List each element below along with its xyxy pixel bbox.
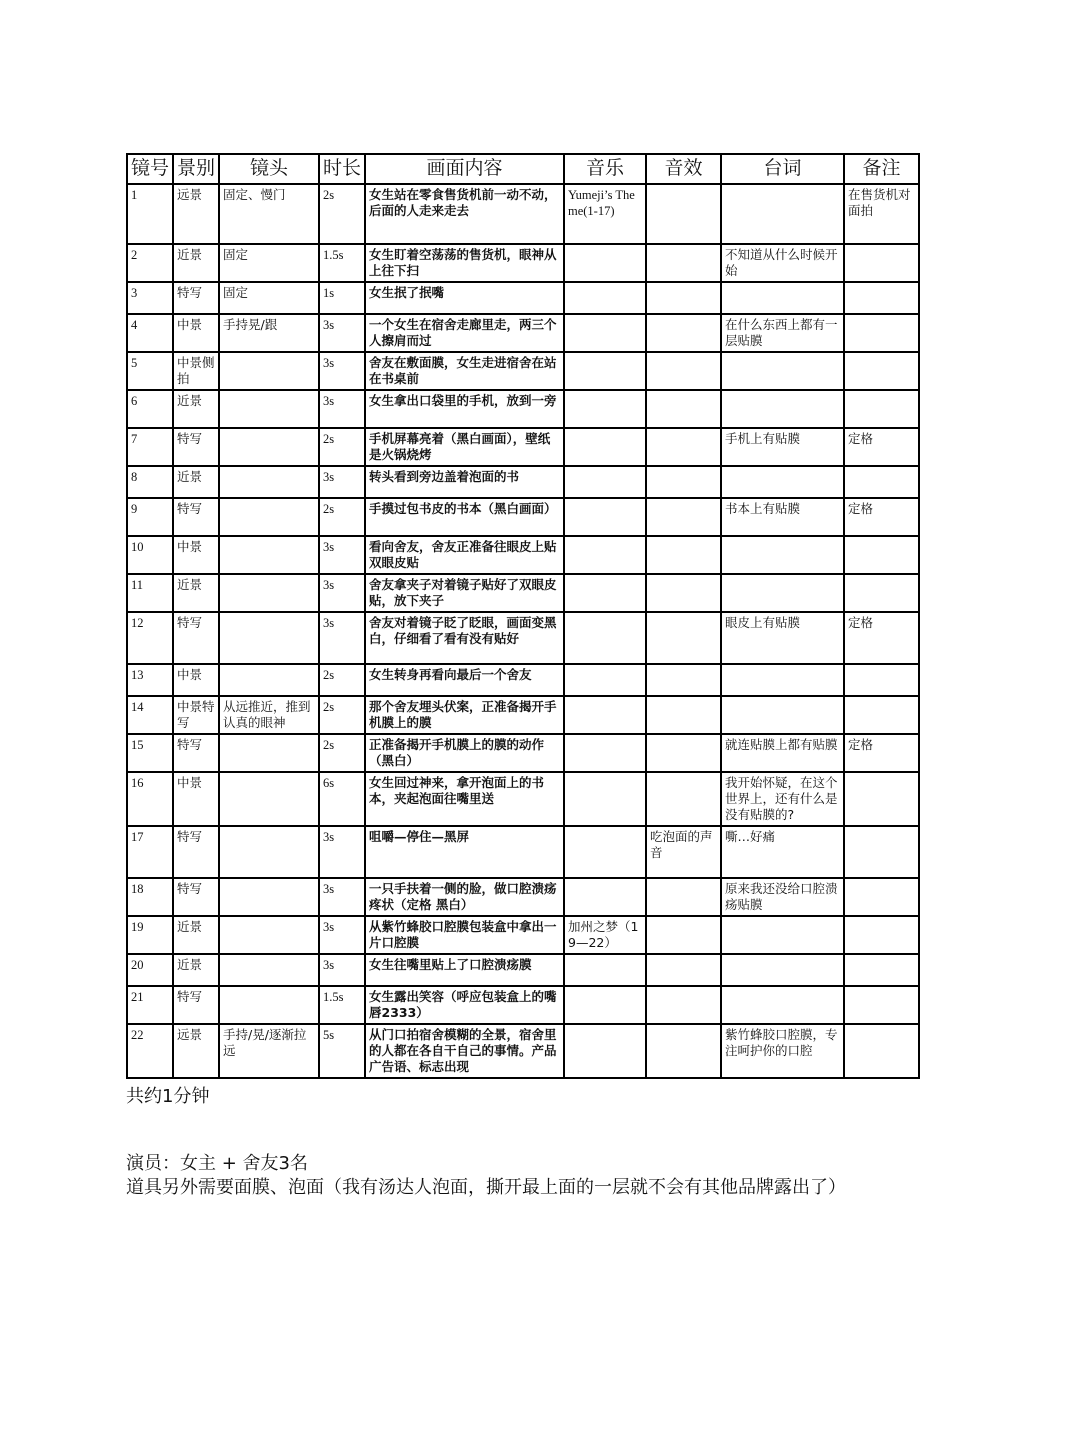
cell-sfx: [646, 314, 721, 352]
cell-shot-number: 17: [127, 826, 173, 878]
cell-camera: 固定: [219, 244, 319, 282]
cell-shot-size: 远景: [173, 184, 219, 244]
cell-music: [564, 352, 646, 390]
cell-sfx: [646, 536, 721, 574]
cell-shot-size: 特写: [173, 826, 219, 878]
cell-shot-size: 近景: [173, 916, 219, 954]
cell-content: 看向舍友，舍友正准备往眼皮上贴双眼皮贴: [365, 536, 564, 574]
cell-shot-size: 中景: [173, 772, 219, 826]
cell-camera: [219, 954, 319, 986]
cell-note: [844, 352, 919, 390]
cell-sfx: [646, 244, 721, 282]
table-row: [127, 826, 919, 878]
cell-camera: [219, 498, 319, 536]
total-duration: 共约1分钟: [126, 1086, 210, 1107]
cell-music: [564, 390, 646, 428]
props-note: 道具另外需要面膜、泡面（我有汤达人泡面，撕开最上面的一层就不会有其他品牌露出了）: [126, 1177, 846, 1198]
cell-camera: [219, 826, 319, 878]
cell-shot-size: 近景: [173, 244, 219, 282]
cell-content: 舍友对着镜子眨了眨眼，画面变黑白，仔细看了看有没有贴好: [365, 612, 564, 664]
cell-shot-size: 中景: [173, 664, 219, 696]
cell-note: [844, 954, 919, 986]
cell-camera: [219, 734, 319, 772]
cell-music: [564, 314, 646, 352]
cell-camera: [219, 772, 319, 826]
table-row: [127, 574, 919, 612]
cell-duration: 3s: [319, 536, 365, 574]
cell-note: [844, 244, 919, 282]
header-shot-number: 镜号: [127, 154, 173, 184]
cell-camera: 固定: [219, 282, 319, 314]
cell-dialogue: 不知道从什么时候开始: [721, 244, 844, 282]
cell-music: [564, 536, 646, 574]
cell-content: 手机屏幕亮着（黑白画面），壁纸是火锅烧烤: [365, 428, 564, 466]
cell-shot-size: 特写: [173, 498, 219, 536]
cell-duration: 3s: [319, 466, 365, 498]
table-row: [127, 498, 919, 536]
table-row: [127, 696, 919, 734]
cell-camera: [219, 574, 319, 612]
cell-shot-size: 近景: [173, 954, 219, 986]
storyboard-table: [126, 153, 920, 1079]
cell-content: 舍友在敷面膜，女生走进宿舍在站在书桌前: [365, 352, 564, 390]
cell-music: [564, 878, 646, 916]
cell-content: 女生站在零食售货机前一动不动，后面的人走来走去: [365, 184, 564, 244]
cell-shot-size: 特写: [173, 986, 219, 1024]
cell-shot-size: 特写: [173, 428, 219, 466]
cell-shot-number: 3: [127, 282, 173, 314]
cell-content: 女生回过神来，拿开泡面上的书本，夹起泡面往嘴里送: [365, 772, 564, 826]
cell-duration: 2s: [319, 498, 365, 536]
cell-content: 女生转身再看向最后一个舍友: [365, 664, 564, 696]
cell-shot-size: 远景: [173, 1024, 219, 1078]
table-row: [127, 772, 919, 826]
cell-music: [564, 826, 646, 878]
cell-shot-size: 近景: [173, 466, 219, 498]
cell-duration: 3s: [319, 954, 365, 986]
table-row: [127, 734, 919, 772]
cell-shot-size: 近景: [173, 574, 219, 612]
cell-camera: [219, 428, 319, 466]
cell-shot-size: 中景: [173, 536, 219, 574]
cell-music: 加州之梦（19—22）: [564, 916, 646, 954]
table-row: [127, 986, 919, 1024]
cell-music: [564, 466, 646, 498]
cell-camera: 从远推近，推到认真的眼神: [219, 696, 319, 734]
cell-camera: [219, 612, 319, 664]
cell-content: 咀嚼—停住—黑屏: [365, 826, 564, 878]
cell-duration: 1s: [319, 282, 365, 314]
table-row: [127, 428, 919, 466]
cell-sfx: [646, 498, 721, 536]
table-row: [127, 282, 919, 314]
cell-shot-number: 10: [127, 536, 173, 574]
cell-shot-size: 中景特写: [173, 696, 219, 734]
header-music: 音乐: [564, 154, 646, 184]
cell-duration: 2s: [319, 184, 365, 244]
table-row: [127, 1024, 919, 1078]
cell-sfx: [646, 878, 721, 916]
cell-shot-number: 13: [127, 664, 173, 696]
cell-dialogue: [721, 184, 844, 244]
cell-shot-number: 21: [127, 986, 173, 1024]
cell-music: [564, 282, 646, 314]
cell-music: [564, 664, 646, 696]
table-row: [127, 878, 919, 916]
cell-content: 女生露出笑容（呼应包装盒上的嘴唇2333）: [365, 986, 564, 1024]
cell-dialogue: 我开始怀疑，在这个世界上，还有什么是没有贴膜的?: [721, 772, 844, 826]
cell-content: 女生盯着空荡荡的售货机，眼神从上往下扫: [365, 244, 564, 282]
cell-duration: 2s: [319, 734, 365, 772]
cell-shot-number: 5: [127, 352, 173, 390]
cell-sfx: [646, 428, 721, 466]
cell-shot-number: 12: [127, 612, 173, 664]
cell-dialogue: [721, 696, 844, 734]
table-row: [127, 314, 919, 352]
cell-shot-number: 4: [127, 314, 173, 352]
cell-camera: 固定、慢门: [219, 184, 319, 244]
cell-note: [844, 466, 919, 498]
cell-content: 一只手扶着一侧的脸，做口腔溃疡疼状（定格 黑白）: [365, 878, 564, 916]
cell-note: [844, 314, 919, 352]
cell-music: [564, 772, 646, 826]
cell-shot-size: 特写: [173, 878, 219, 916]
cell-content: 舍友拿夹子对着镜子贴好了双眼皮贴，放下夹子: [365, 574, 564, 612]
cell-content: 正准备揭开手机膜上的膜的动作（黑白）: [365, 734, 564, 772]
cell-shot-size: 特写: [173, 282, 219, 314]
cell-camera: 手持/晃/逐渐拉远: [219, 1024, 319, 1078]
cell-music: [564, 1024, 646, 1078]
cell-sfx: [646, 986, 721, 1024]
cell-duration: 2s: [319, 696, 365, 734]
cell-shot-number: 19: [127, 916, 173, 954]
cell-content: 从紫竹蜂胶口腔膜包装盒中拿出一片口腔膜: [365, 916, 564, 954]
cell-sfx: [646, 696, 721, 734]
cell-camera: [219, 878, 319, 916]
cell-note: 定格: [844, 734, 919, 772]
cell-note: [844, 772, 919, 826]
table-row: [127, 244, 919, 282]
cell-note: [844, 390, 919, 428]
cell-note: [844, 664, 919, 696]
cell-note: [844, 536, 919, 574]
header-duration: 时长: [319, 154, 365, 184]
actors-note: 演员：女主 + 舍友3名: [126, 1153, 308, 1174]
cell-shot-number: 8: [127, 466, 173, 498]
cell-dialogue: [721, 282, 844, 314]
cell-duration: 3s: [319, 352, 365, 390]
header-content: 画面内容: [365, 154, 564, 184]
cell-content: 女生抿了抿嘴: [365, 282, 564, 314]
cell-note: [844, 826, 919, 878]
cell-shot-number: 9: [127, 498, 173, 536]
cell-note: [844, 878, 919, 916]
cell-dialogue: [721, 466, 844, 498]
cell-dialogue: [721, 916, 844, 954]
cell-camera: [219, 664, 319, 696]
cell-dialogue: [721, 352, 844, 390]
header-row: [127, 154, 919, 184]
cell-dialogue: 原来我还没给口腔溃疡贴膜: [721, 878, 844, 916]
cell-music: [564, 244, 646, 282]
cell-dialogue: [721, 954, 844, 986]
cell-shot-number: 11: [127, 574, 173, 612]
cell-sfx: 吃泡面的声音: [646, 826, 721, 878]
cell-dialogue: 在什么东西上都有一层贴膜: [721, 314, 844, 352]
cell-content: 从门口拍宿舍模糊的全景，宿舍里的人都在各自干自己的事情。产品广告语、标志出现: [365, 1024, 564, 1078]
cell-note: [844, 1024, 919, 1078]
cell-shot-number: 2: [127, 244, 173, 282]
cell-sfx: [646, 352, 721, 390]
cell-sfx: [646, 916, 721, 954]
cell-dialogue: [721, 664, 844, 696]
cell-sfx: [646, 954, 721, 986]
cell-sfx: [646, 282, 721, 314]
table-row: [127, 352, 919, 390]
cell-shot-number: 22: [127, 1024, 173, 1078]
table-row: [127, 390, 919, 428]
cell-camera: [219, 986, 319, 1024]
cell-duration: 2s: [319, 428, 365, 466]
table-row: [127, 612, 919, 664]
cell-sfx: [646, 1024, 721, 1078]
cell-shot-number: 15: [127, 734, 173, 772]
cell-dialogue: [721, 390, 844, 428]
cell-shot-number: 7: [127, 428, 173, 466]
cell-dialogue: 嘶…好痛: [721, 826, 844, 878]
cell-music: [564, 734, 646, 772]
cell-shot-number: 20: [127, 954, 173, 986]
cell-camera: 手持晃/跟: [219, 314, 319, 352]
cell-camera: [219, 390, 319, 428]
cell-duration: 3s: [319, 878, 365, 916]
cell-sfx: [646, 612, 721, 664]
storyboard-rows: [127, 184, 919, 1078]
cell-shot-size: 近景: [173, 390, 219, 428]
cell-music: Yumeji’s Theme(1-17): [564, 184, 646, 244]
cell-duration: 3s: [319, 612, 365, 664]
cell-camera: [219, 916, 319, 954]
cell-camera: [219, 352, 319, 390]
cell-dialogue: 书本上有贴膜: [721, 498, 844, 536]
cell-duration: 3s: [319, 826, 365, 878]
cell-music: [564, 986, 646, 1024]
cell-music: [564, 696, 646, 734]
table-row: [127, 954, 919, 986]
cell-note: 定格: [844, 498, 919, 536]
header-sfx: 音效: [646, 154, 721, 184]
cell-sfx: [646, 664, 721, 696]
cell-music: [564, 954, 646, 986]
table-row: [127, 664, 919, 696]
cell-content: 女生往嘴里贴上了口腔溃疡膜: [365, 954, 564, 986]
cell-sfx: [646, 734, 721, 772]
cell-shot-number: 18: [127, 878, 173, 916]
cell-shot-number: 14: [127, 696, 173, 734]
cell-note: [844, 916, 919, 954]
cell-dialogue: 手机上有贴膜: [721, 428, 844, 466]
header-shot-size: 景别: [173, 154, 219, 184]
cell-duration: 1.5s: [319, 244, 365, 282]
cell-dialogue: [721, 986, 844, 1024]
cell-duration: 3s: [319, 314, 365, 352]
cell-shot-number: 6: [127, 390, 173, 428]
cell-content: 手摸过包书皮的书本（黑白画面）: [365, 498, 564, 536]
cell-sfx: [646, 184, 721, 244]
cell-dialogue: 就连贴膜上都有贴膜: [721, 734, 844, 772]
cell-music: [564, 612, 646, 664]
cell-note: 在售货机对面拍: [844, 184, 919, 244]
cell-shot-size: 中景: [173, 314, 219, 352]
cell-duration: 3s: [319, 916, 365, 954]
cell-duration: 1.5s: [319, 986, 365, 1024]
cell-dialogue: [721, 574, 844, 612]
cell-dialogue: 眼皮上有贴膜: [721, 612, 844, 664]
cell-shot-size: 特写: [173, 612, 219, 664]
cell-note: [844, 696, 919, 734]
table-row: [127, 184, 919, 244]
cell-duration: 3s: [319, 574, 365, 612]
cell-sfx: [646, 772, 721, 826]
cell-content: 一个女生在宿舍走廊里走，两三个人擦肩而过: [365, 314, 564, 352]
cell-note: [844, 986, 919, 1024]
cell-sfx: [646, 574, 721, 612]
cell-dialogue: 紫竹蜂胶口腔膜，专注呵护你的口腔: [721, 1024, 844, 1078]
cell-note: 定格: [844, 612, 919, 664]
cell-duration: 2s: [319, 664, 365, 696]
cell-music: [564, 574, 646, 612]
cell-content: 那个舍友埋头伏案，正准备揭开手机膜上的膜: [365, 696, 564, 734]
cell-note: 定格: [844, 428, 919, 466]
cell-music: [564, 498, 646, 536]
cell-duration: 6s: [319, 772, 365, 826]
cell-duration: 5s: [319, 1024, 365, 1078]
cell-shot-size: 特写: [173, 734, 219, 772]
table-row: [127, 466, 919, 498]
header-note: 备注: [844, 154, 919, 184]
cell-sfx: [646, 466, 721, 498]
cell-duration: 3s: [319, 390, 365, 428]
cell-sfx: [646, 390, 721, 428]
cell-shot-number: 1: [127, 184, 173, 244]
header-dialogue: 台词: [721, 154, 844, 184]
cell-dialogue: [721, 536, 844, 574]
cell-note: [844, 574, 919, 612]
cell-camera: [219, 466, 319, 498]
table-row: [127, 916, 919, 954]
cell-content: 转头看到旁边盖着泡面的书: [365, 466, 564, 498]
header-camera: 镜头: [219, 154, 319, 184]
cell-content: 女生拿出口袋里的手机，放到一旁: [365, 390, 564, 428]
cell-camera: [219, 536, 319, 574]
table-row: [127, 536, 919, 574]
cell-note: [844, 282, 919, 314]
cell-shot-number: 16: [127, 772, 173, 826]
cell-music: [564, 428, 646, 466]
cell-shot-size: 中景侧拍: [173, 352, 219, 390]
